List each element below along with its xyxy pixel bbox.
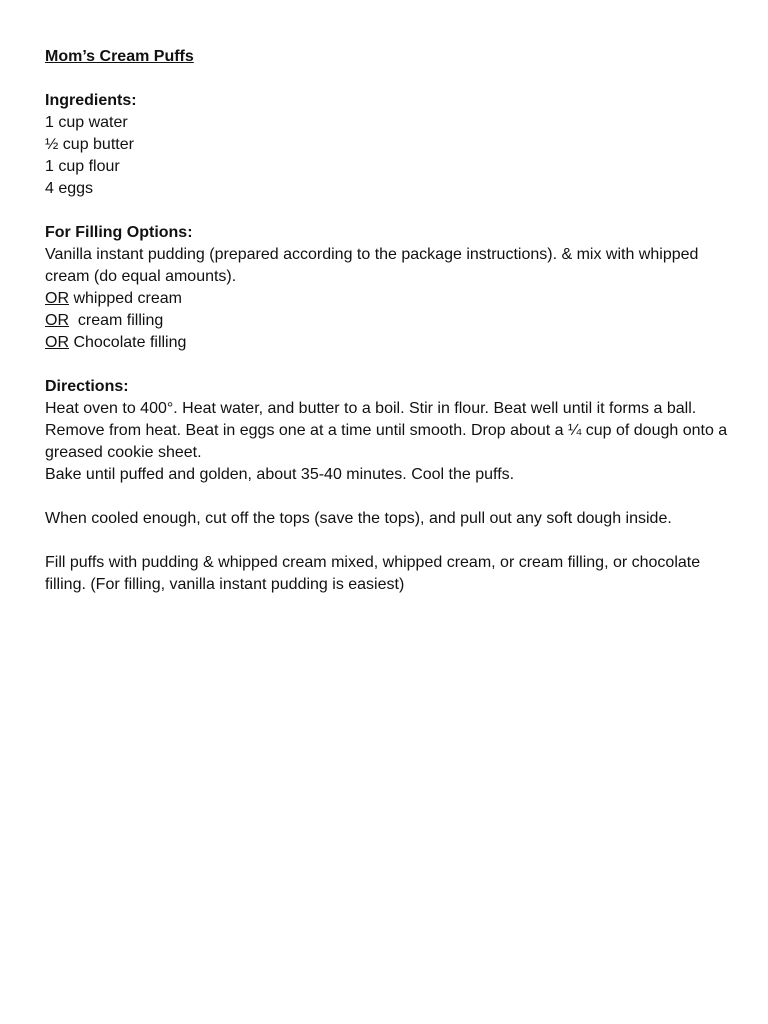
spacer [45,200,735,222]
filling-option-text: whipped cream [69,290,182,307]
spacer [45,486,735,508]
recipe-title: Mom’s Cream Puffs [45,48,194,65]
directions-heading: Directions: [45,378,129,395]
ingredients-heading: Ingredients: [45,92,137,109]
filling-option-text: Chocolate filling [69,334,187,351]
directions-paragraph: Heat oven to 400°. Heat water, and butter to a boil. Stir in flour. Beat well until it forms a ball. Remove from heat. Beat in eggs one at a time until smooth. Drop about a ¼ cup of dough onto a greased cookie sheet. [45,400,732,461]
spacer [45,530,735,552]
recipe-document [45,46,735,596]
or-label: OR [45,312,69,329]
filling-option [45,332,735,354]
filling-intro: Vanilla instant pudding (prepared according to the package instructions). & mix with whipped cream (do equal amounts). [45,246,703,285]
filling-heading: For Filling Options: [45,224,193,241]
directions-paragraph: When cooled enough, cut off the tops (save the tops), and pull out any soft dough inside. [45,510,672,527]
or-label: OR [45,334,69,351]
or-label: OR [45,290,69,307]
ingredient-item: 4 eggs [45,180,94,197]
filling-option-text: cream filling [69,312,164,329]
spacer [45,68,735,90]
directions-paragraph: Bake until puffed and golden, about 35-40 minutes. Cool the puffs. [45,466,515,483]
ingredient-item: 1 cup water [45,114,128,131]
directions-paragraph: Fill puffs with pudding & whipped cream mixed, whipped cream, or cream filling, or chocolate filling. (For filling, vanilla instant pudding is easiest) [45,554,705,593]
filling-option [45,310,735,332]
filling-option [45,288,735,310]
ingredient-item: 1 cup flour [45,158,120,175]
spacer [45,354,735,376]
ingredient-item: ½ cup butter [45,136,134,153]
